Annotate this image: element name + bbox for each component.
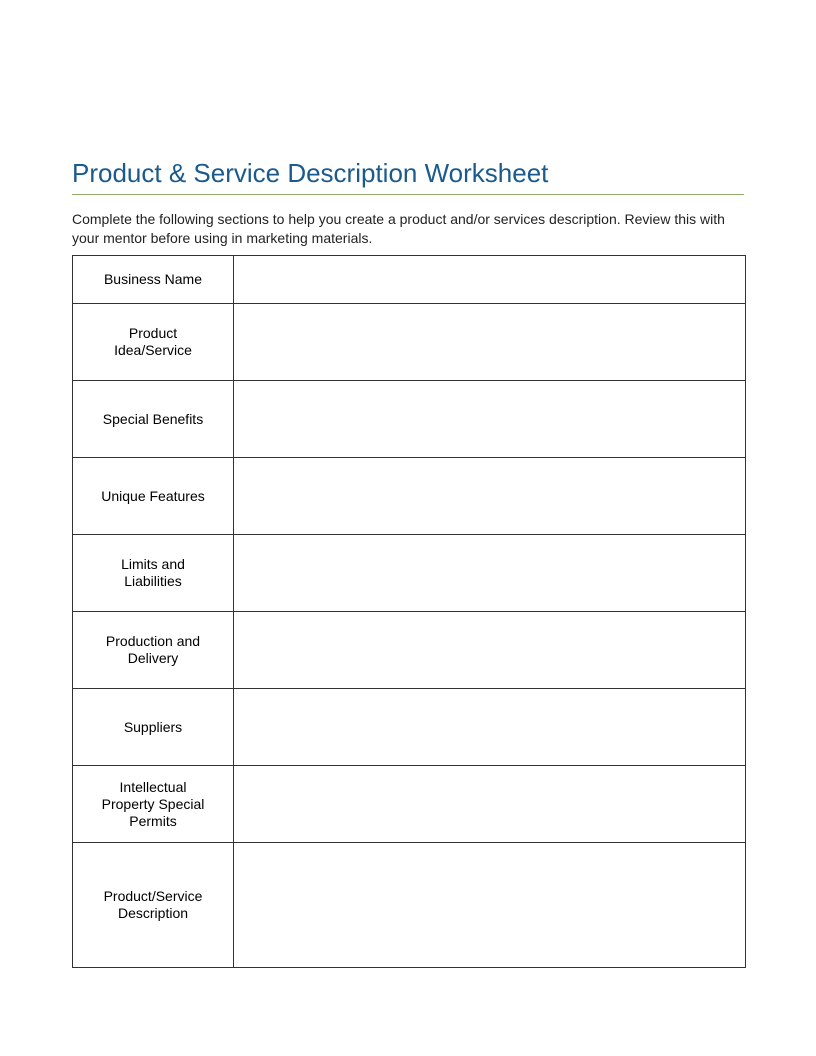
table-row	[73, 256, 746, 304]
row-label-suppliers: Suppliers	[73, 689, 234, 766]
row-label-intellectual-property: Intellectual Property Special Permits	[73, 766, 234, 843]
row-label-product-service-description: Product/Service Description	[73, 843, 234, 968]
intro-text: Complete the following sections to help you create a product and/or services description. Review this with your mentor before using in marketing materials.	[72, 211, 725, 246]
page-title: Product & Service Description Worksheet	[72, 158, 549, 188]
table-row	[73, 766, 746, 843]
unique-features-field[interactable]	[234, 458, 746, 535]
suppliers-field[interactable]	[234, 689, 746, 766]
worksheet-table	[72, 255, 746, 968]
table-row	[73, 381, 746, 458]
production-delivery-field[interactable]	[234, 612, 746, 689]
row-label-product-idea: Product Idea/Service	[73, 304, 234, 381]
row-label-limits-liabilities: Limits and Liabilities	[73, 535, 234, 612]
limits-liabilities-field[interactable]	[234, 535, 746, 612]
row-label-business-name: Business Name	[73, 256, 234, 304]
intellectual-property-field[interactable]	[234, 766, 746, 843]
product-idea-field[interactable]	[234, 304, 746, 381]
row-label-unique-features: Unique Features	[73, 458, 234, 535]
table-row	[73, 689, 746, 766]
product-service-description-field[interactable]	[234, 843, 746, 968]
table-row	[73, 843, 746, 968]
table-row	[73, 612, 746, 689]
row-label-production-delivery: Production and Delivery	[73, 612, 234, 689]
row-label-special-benefits: Special Benefits	[73, 381, 234, 458]
table-row	[73, 458, 746, 535]
table-row	[73, 535, 746, 612]
special-benefits-field[interactable]	[234, 381, 746, 458]
title-divider	[72, 194, 744, 195]
business-name-field[interactable]	[234, 256, 746, 304]
table-row	[73, 304, 746, 381]
